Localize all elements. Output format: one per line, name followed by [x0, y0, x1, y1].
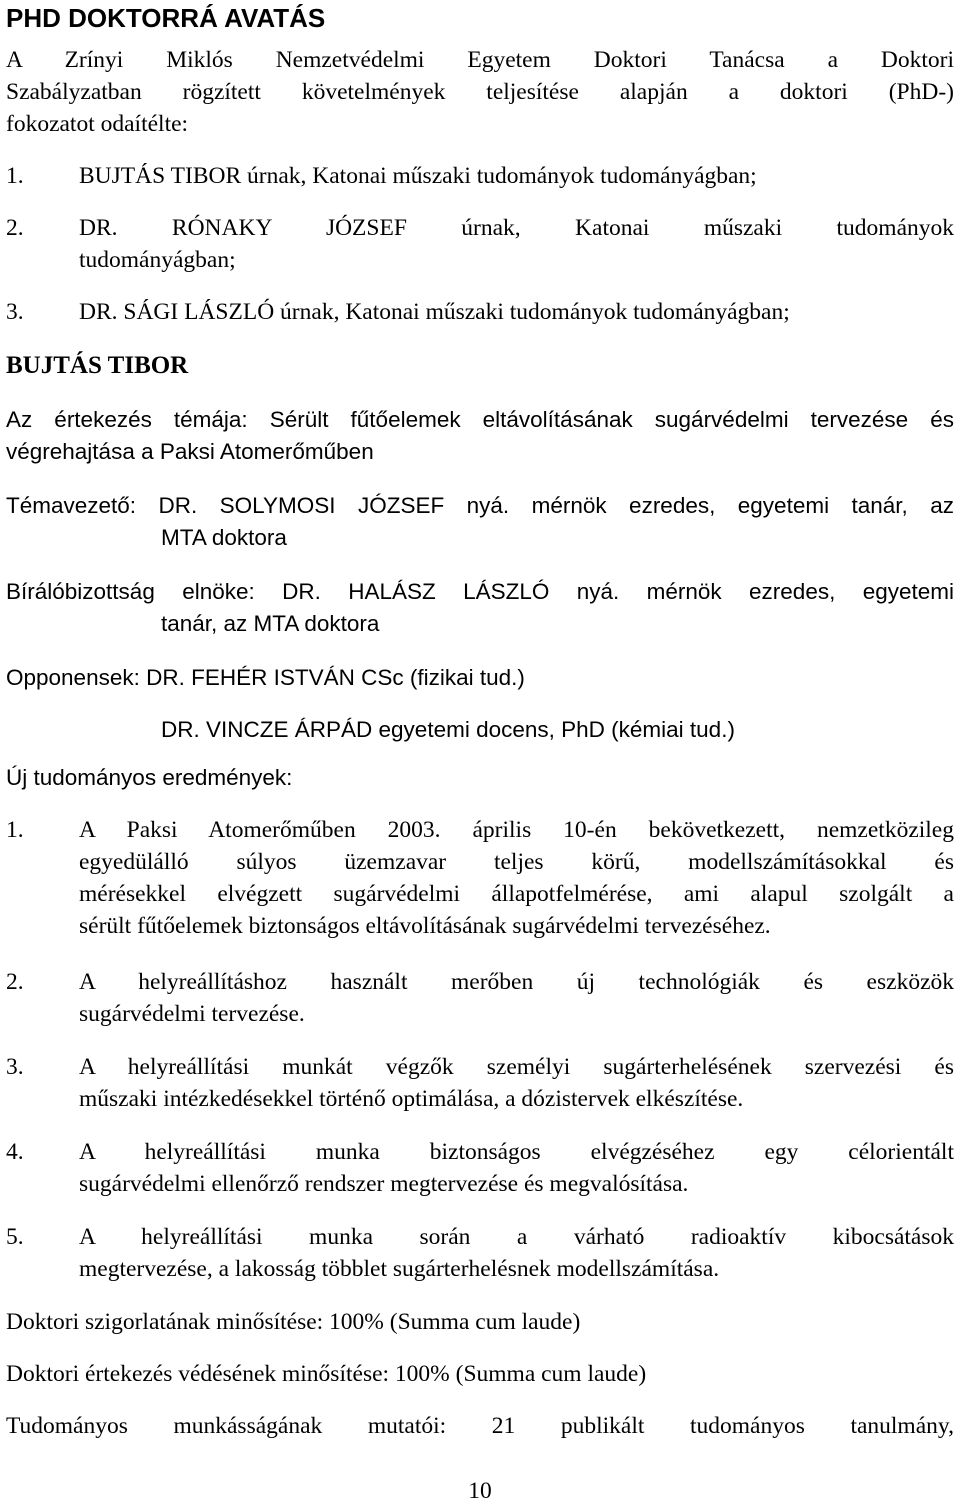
- result-text: A Paksi Atomerőműben 2003. április 10-én bekövetkezett, nemzetközileg: [79, 817, 954, 843]
- awardee-text: DR. SÁGI LÁSZLÓ úrnak, Katonai műszaki tudományok tudományágban;: [79, 299, 790, 325]
- topic-line-1: Az értekezés témája: Sérült fűtőelemek eltávolításának sugárvédelmi tervezése és: [6, 407, 954, 432]
- awardee-text-continued: tudományágban;: [79, 247, 236, 273]
- committee-chair-line-1: Bírálóbizottság elnöke: DR. HALÁSZ LÁSZLÓ nyá. mérnök ezredes, egyetemi: [6, 579, 954, 604]
- publications-line: Tudományos munkásságának mutatói: 21 publikált tudományos tanulmány,: [6, 1413, 954, 1439]
- result-text-continued: egyedülálló súlyos üzemzavar teljes körű, modellszámításokkal és: [79, 849, 954, 875]
- page-title: PHD DOKTORRÁ AVATÁS: [6, 3, 326, 33]
- result-number: 2.: [6, 969, 24, 995]
- defense-grade: Doktori értekezés védésének minősítése: 100% (Summa cum laude): [6, 1361, 647, 1387]
- committee-chair-line-2: tanár, az MTA doktora: [161, 611, 380, 636]
- awardee-number: 2.: [6, 215, 24, 241]
- supervisor-line-1: Témavezető: DR. SOLYMOSI JÓZSEF nyá. mérnök ezredes, egyetemi tanár, az: [6, 493, 954, 518]
- awardee-number: 1.: [6, 163, 24, 189]
- result-text: A helyreállítási munka biztonságos elvégzéséhez egy célorientált: [79, 1139, 954, 1165]
- opponent-1: Opponensek: DR. FEHÉR ISTVÁN CSc (fizikai tud.): [6, 665, 525, 690]
- result-text-continued: műszaki intézkedésekkel történő optimálása, a dózistervek elkészítése.: [79, 1086, 744, 1112]
- result-number: 1.: [6, 817, 24, 843]
- result-text-continued: sugárvédelmi tervezése.: [79, 1001, 305, 1027]
- supervisor-line-2: MTA doktora: [161, 525, 287, 550]
- awardee-number: 3.: [6, 299, 24, 325]
- intro-line-3: fokozatot odaítélte:: [6, 111, 189, 137]
- awardee-text: DR. RÓNAKY JÓZSEF úrnak, Katonai műszaki tudományok: [79, 215, 954, 241]
- candidate-name: BUJTÁS TIBOR: [6, 352, 189, 379]
- results-heading: Új tudományos eredmények:: [6, 765, 293, 790]
- topic-line-2: végrehajtása a Paksi Atomerőműben: [6, 439, 374, 464]
- result-text: A helyreállítási munka során a várható radioaktív kibocsátások: [79, 1224, 954, 1250]
- page-number: 10: [468, 1478, 492, 1504]
- exam-grade: Doktori szigorlatának minősítése: 100% (Summa cum laude): [6, 1309, 581, 1335]
- result-text-continued: sugárvédelmi ellenőrző rendszer megtervezése és megvalósítása.: [79, 1171, 689, 1197]
- opponent-2: DR. VINCZE ÁRPÁD egyetemi docens, PhD (kémiai tud.): [161, 717, 735, 742]
- result-text-continued: sérült fűtőelemek biztonságos eltávolításának sugárvédelmi tervezéséhez.: [79, 913, 771, 939]
- result-text-continued: mérésekkel elvégzett sugárvédelmi állapotfelmérése, ami alapul szolgált a: [79, 881, 954, 907]
- result-text-continued: megtervezése, a lakosság többlet sugárterhelésnek modellszámítása.: [79, 1256, 720, 1282]
- result-text: A helyreállítási munkát végzők személyi sugárterhelésének szervezési és: [79, 1054, 954, 1080]
- result-text: A helyreállításhoz használt merőben új technológiák és eszközök: [79, 969, 954, 995]
- intro-line-1: A Zrínyi Miklós Nemzetvédelmi Egyetem Doktori Tanácsa a Doktori: [6, 47, 954, 73]
- awardee-text: BUJTÁS TIBOR úrnak, Katonai műszaki tudományok tudományágban;: [79, 163, 757, 189]
- intro-line-2: Szabályzatban rögzített követelmények teljesítése alapján a doktori (PhD-): [6, 79, 954, 105]
- result-number: 5.: [6, 1224, 24, 1250]
- result-number: 3.: [6, 1054, 24, 1080]
- result-number: 4.: [6, 1139, 24, 1165]
